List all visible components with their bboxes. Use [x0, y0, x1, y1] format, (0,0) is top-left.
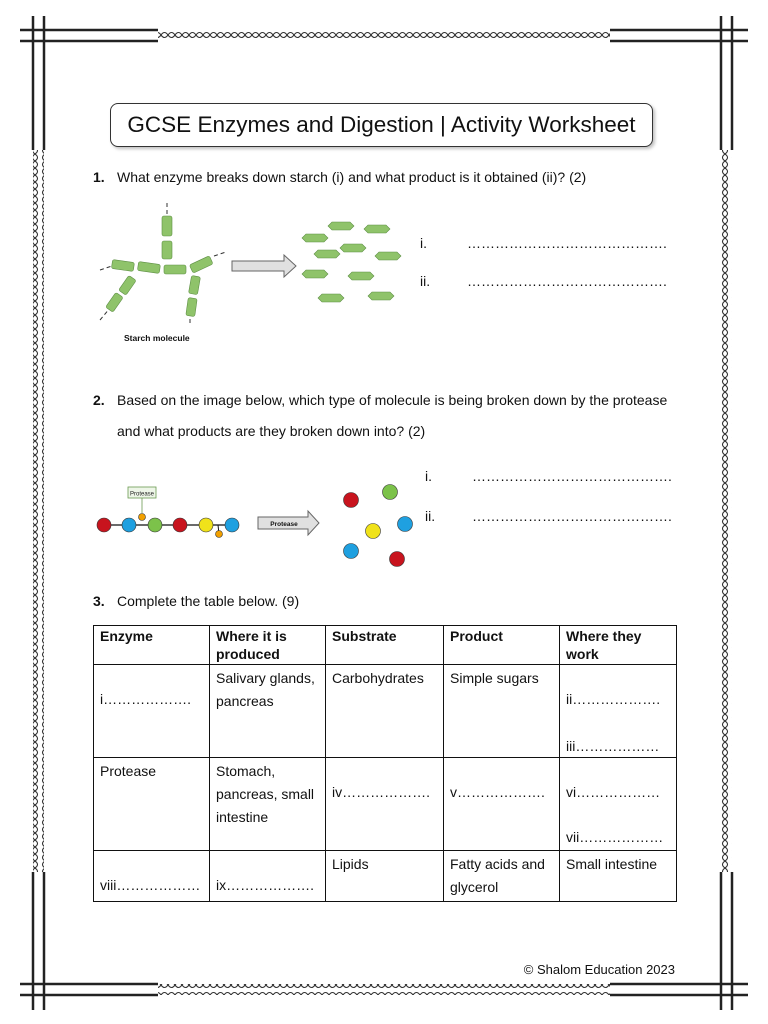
free-amino-acid [344, 493, 359, 508]
starch-diagram [92, 198, 412, 348]
free-amino-acid [398, 517, 413, 532]
glucose-unit [106, 292, 124, 312]
blank-iii[interactable]: iii……………… [566, 738, 660, 754]
blank-vii[interactable]: vii……………… [566, 829, 664, 845]
table-header-row [94, 626, 677, 665]
table-row [94, 665, 677, 758]
question-number: 2. [93, 392, 105, 408]
amino-acid [148, 518, 162, 532]
blank-v[interactable]: v………………. [450, 784, 545, 800]
answer-line-ii[interactable] [425, 508, 672, 524]
cell-product: Fatty acids and glycerol [444, 851, 560, 902]
blank-vi[interactable]: vi……………… [566, 784, 661, 800]
reaction-arrow [232, 255, 296, 277]
free-amino-acid [344, 544, 359, 559]
glucose-unit [189, 256, 213, 273]
question-text: Based on the image below, which type of molecule is being broken down by the protease [117, 392, 668, 408]
answer-label: ii. [425, 508, 436, 524]
protein-diagram [92, 480, 422, 580]
glucose-molecule [314, 250, 340, 258]
glucose-molecule [340, 244, 366, 252]
glucose-unit [111, 260, 134, 272]
glucose-molecule [348, 272, 374, 280]
cell-produced: Salivary glands, pancreas [210, 665, 326, 758]
free-amino-acid [366, 524, 381, 539]
cell-product[interactable] [444, 758, 560, 851]
amino-acid [122, 518, 136, 532]
page-title: GCSE Enzymes and Digestion | Activity Worksheet [110, 103, 653, 147]
blank-i[interactable]: i………………. [100, 691, 191, 707]
amino-acid [97, 518, 111, 532]
arrow-label: Protease [270, 521, 298, 528]
answer-label: i. [420, 235, 427, 251]
header-product: Product [444, 626, 560, 665]
glucose-molecule [364, 225, 390, 233]
glucose-unit [119, 275, 137, 295]
header-enzyme: Enzyme [94, 626, 210, 665]
footer-copyright: © Shalom Education 2023 [523, 962, 675, 977]
glucose-molecule [302, 270, 328, 278]
blank-iv[interactable]: iv………………. [332, 784, 430, 800]
free-amino-acid [390, 552, 405, 567]
question-text: Complete the table below. (9) [117, 593, 300, 609]
header-where: Where they work [560, 626, 677, 665]
header-produced: Where it is produced [210, 626, 326, 665]
diagram-caption: Starch molecule [124, 333, 190, 343]
question-1 [93, 167, 586, 187]
answer-blank[interactable]: ……………………………………. [472, 508, 672, 524]
answer-line-i[interactable] [425, 468, 672, 484]
cell-product: Simple sugars [444, 665, 560, 758]
answer-line-i[interactable] [420, 235, 667, 251]
table-row [94, 758, 677, 851]
amino-acid [199, 518, 213, 532]
amino-acid-side [216, 531, 223, 538]
protease-enzyme [139, 514, 146, 521]
amino-acid [225, 518, 239, 532]
cell-produced[interactable] [210, 851, 326, 902]
cell-where[interactable] [560, 665, 677, 758]
enzyme-table [93, 625, 677, 902]
glucose-molecule [368, 292, 394, 300]
cell-enzyme[interactable] [94, 851, 210, 902]
question-2-line-2: and what products are they broken down into? (2) [117, 423, 426, 439]
glucose-molecule [328, 222, 354, 230]
blank-ix[interactable]: ix………………. [216, 877, 314, 893]
question-2 [93, 390, 667, 410]
cell-produced: Stomach, pancreas, small intestine [210, 758, 326, 851]
glucose-molecule [318, 294, 344, 302]
answer-blank[interactable]: ……………………………………. [472, 468, 672, 484]
glucose-molecule [375, 252, 401, 260]
question-text: What enzyme breaks down starch (i) and what product is it obtained (ii)? (2) [117, 169, 587, 185]
answer-line-ii[interactable] [420, 273, 667, 289]
answer-label: i. [425, 468, 432, 484]
cell-substrate[interactable] [326, 758, 444, 851]
free-amino-acid [383, 485, 398, 500]
cell-where[interactable] [560, 758, 677, 851]
glucose-molecule [302, 234, 328, 242]
glucose-unit [164, 265, 186, 274]
glucose-unit [162, 241, 172, 259]
cell-where: Small intestine [560, 851, 677, 902]
blank-viii[interactable]: viii……………… [100, 877, 201, 893]
glucose-unit [162, 216, 172, 236]
header-substrate: Substrate [326, 626, 444, 665]
answer-blank[interactable]: ……………………………………. [467, 235, 667, 251]
glucose-unit [137, 262, 160, 274]
answer-blank[interactable]: ……………………………………. [467, 273, 667, 289]
question-number: 1. [93, 169, 105, 185]
amino-acid [173, 518, 187, 532]
blank-ii[interactable]: ii………………. [566, 691, 661, 707]
protease-label: Protease [129, 491, 155, 498]
question-number: 3. [93, 593, 105, 609]
cell-enzyme[interactable] [94, 665, 210, 758]
cell-substrate: Lipids [326, 851, 444, 902]
question-3 [93, 591, 299, 611]
glucose-unit [188, 275, 200, 294]
table-row [94, 851, 677, 902]
answer-label: ii. [420, 273, 431, 289]
cell-enzyme: Protease [94, 758, 210, 851]
glucose-unit [186, 298, 197, 317]
cell-substrate: Carbohydrates [326, 665, 444, 758]
